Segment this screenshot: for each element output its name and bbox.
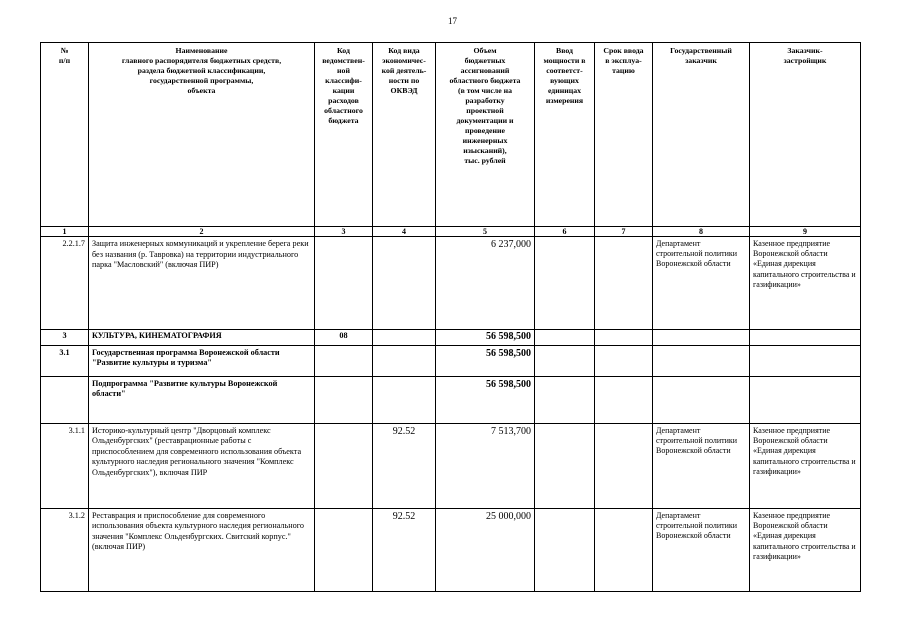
header-cell-capacity — [535, 43, 595, 227]
dept-code — [315, 508, 373, 591]
commission-term — [595, 376, 653, 423]
capacity — [535, 423, 595, 508]
amount: 25 000,000 — [436, 508, 535, 591]
table-row-program — [41, 345, 861, 376]
header-label: Объем бюджетных ассигнований областного бюджета (в том числе на разработку проектной документации и проведение инженерных изысканий), тыс. рублей — [449, 46, 521, 165]
header-cell-okved — [373, 43, 436, 227]
capacity — [535, 508, 595, 591]
column-number: 5 — [436, 227, 535, 237]
commission-term — [595, 345, 653, 376]
dept-code: 08 — [315, 330, 373, 346]
amount: 6 237,000 — [436, 237, 535, 330]
capacity — [535, 330, 595, 346]
header-label: Наименование главного распорядителя бюджетных средств, раздела бюджетной классификации, государственной программы, объекта — [121, 46, 282, 95]
object-name: Реставрация и приспособление для современного использования объекта культурного наследия регионального значения "Комплекс Ольденбургских. Свитский корпус." (включая ПИР) — [89, 508, 315, 591]
object-name: Защита инженерных коммуникаций и укрепление берега реки без названия (р. Тавровка) на территории индустриального парка "Масловский" (включая ПИР) — [89, 237, 315, 330]
commission-term — [595, 508, 653, 591]
dept-code — [315, 345, 373, 376]
okved-code — [373, 345, 436, 376]
amount: 56 598,500 — [436, 345, 535, 376]
row-number: 3.1.2 — [41, 508, 89, 591]
header-cell-name — [89, 43, 315, 227]
developer — [750, 330, 861, 346]
header-label: № п/п — [58, 46, 71, 65]
commission-term — [595, 330, 653, 346]
developer — [750, 376, 861, 423]
amount: 56 598,500 — [436, 330, 535, 346]
commission-term — [595, 423, 653, 508]
okved-code: 92.52 — [373, 508, 436, 591]
state-customer — [653, 345, 750, 376]
object-name: Подпрограмма "Развитие культуры Воронежской области" — [89, 376, 315, 423]
table-row — [41, 237, 861, 330]
row-number: 3.1 — [41, 345, 89, 376]
okved-code — [373, 376, 436, 423]
developer: Казенное предприятие Воронежской области «Единая дирекция капитального строительства и газификации» — [750, 423, 861, 508]
table-row — [41, 423, 861, 508]
state-customer: Департамент строительной политики Воронежской области — [653, 423, 750, 508]
header-cell-amount — [436, 43, 535, 227]
object-name: КУЛЬТУРА, КИНЕМАТОГРАФИЯ — [89, 330, 315, 346]
table-row-subprogram — [41, 376, 861, 423]
state-customer — [653, 330, 750, 346]
column-number: 4 — [373, 227, 436, 237]
row-number: 3.1.1 — [41, 423, 89, 508]
state-customer: Департамент строительной политики Воронежской области — [653, 508, 750, 591]
header-label: Государственный заказчик — [670, 46, 732, 65]
amount: 7 513,700 — [436, 423, 535, 508]
table-row-section — [41, 330, 861, 346]
developer: Казенное предприятие Воронежской области «Единая дирекция капитального строительства и газификации» — [750, 508, 861, 591]
header-label: Ввод мощности в соответст- вующих единицах измерения — [543, 46, 586, 105]
okved-code — [373, 237, 436, 330]
row-number: 3 — [41, 330, 89, 346]
column-number: 2 — [89, 227, 315, 237]
header-cell-customer — [653, 43, 750, 227]
state-customer — [653, 376, 750, 423]
okved-code: 92.52 — [373, 423, 436, 508]
budget-allocation-table — [40, 42, 861, 592]
header-label: Заказчик- застройщик — [783, 46, 827, 65]
dept-code — [315, 376, 373, 423]
capacity — [535, 345, 595, 376]
row-number: 2.2.1.7 — [41, 237, 89, 330]
dept-code — [315, 237, 373, 330]
header-cell-developer — [750, 43, 861, 227]
page-number: 17 — [448, 16, 457, 26]
header-label: Код ведомствен- ной классифи- кации расходов областного бюджета — [322, 46, 365, 125]
column-number: 3 — [315, 227, 373, 237]
column-number: 1 — [41, 227, 89, 237]
header-cell-term — [595, 43, 653, 227]
header-label: Срок ввода в эксплуа- тацию — [603, 46, 644, 75]
capacity — [535, 376, 595, 423]
column-number: 6 — [535, 227, 595, 237]
header-label: Код вида экономичес- кой деятель- ности по ОКВЭД — [381, 46, 427, 95]
table-row — [41, 508, 861, 591]
object-name: Историко-культурный центр "Дворцовый комплекс Ольденбургских" (реставрационные работы с приспособлением для современного использования объекта культурного наследия регионального значения "Комплекс Ольденбургских"), включая ПИР — [89, 423, 315, 508]
row-number — [41, 376, 89, 423]
developer — [750, 345, 861, 376]
column-number: 8 — [653, 227, 750, 237]
commission-term — [595, 237, 653, 330]
column-number: 9 — [750, 227, 861, 237]
okved-code — [373, 330, 436, 346]
header-cell-dept-code — [315, 43, 373, 227]
state-customer: Департамент строительной политики Воронежской области — [653, 237, 750, 330]
table-header-row — [41, 43, 861, 227]
object-name: Государственная программа Воронежской области "Развитие культуры и туризма" — [89, 345, 315, 376]
column-number: 7 — [595, 227, 653, 237]
amount: 56 598,500 — [436, 376, 535, 423]
column-number-row — [41, 227, 861, 237]
capacity — [535, 237, 595, 330]
developer: Казенное предприятие Воронежской области «Единая дирекция капитального строительства и газификации» — [750, 237, 861, 330]
dept-code — [315, 423, 373, 508]
header-cell-num — [41, 43, 89, 227]
